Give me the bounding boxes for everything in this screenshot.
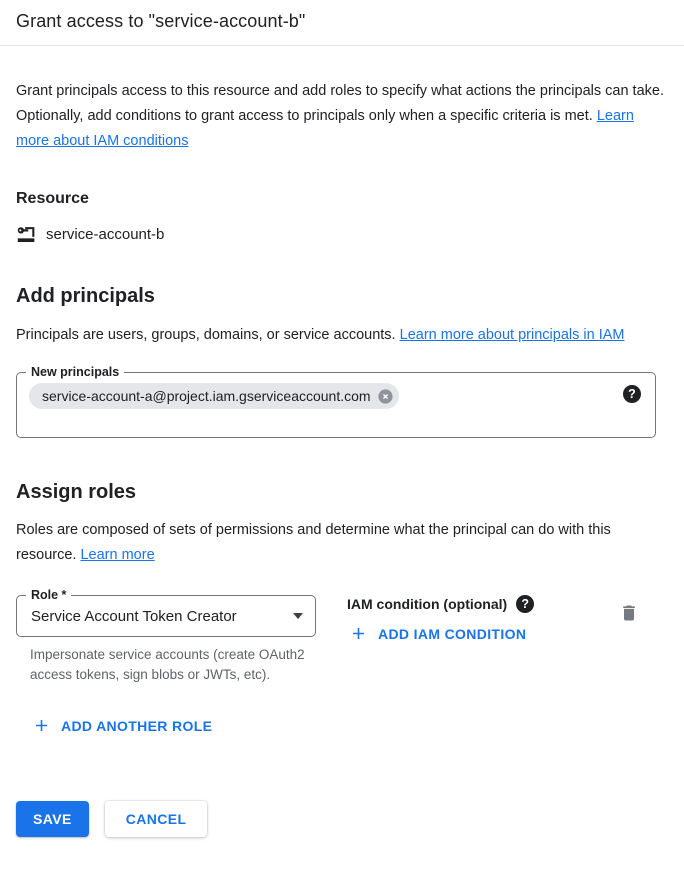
trash-icon xyxy=(619,611,639,626)
add-iam-condition-button[interactable] xyxy=(349,624,526,643)
plus-icon xyxy=(32,716,51,735)
add-principals-heading: Add principals xyxy=(16,285,155,307)
role-row xyxy=(16,588,668,684)
role-label: Role * xyxy=(26,587,71,604)
principal-chip-value: service-account-a@project.iam.gserviceaccount.com xyxy=(42,388,371,404)
principals-help-icon[interactable]: ? xyxy=(623,385,641,403)
dialog-content xyxy=(0,79,684,837)
roles-paragraph xyxy=(16,518,668,568)
dialog-actions xyxy=(16,801,668,837)
chevron-down-icon xyxy=(293,613,303,619)
iam-condition-label: IAM condition (optional) xyxy=(347,596,508,612)
roles-text: Roles are composed of sets of permissions and determine what the principal can do with this resource. xyxy=(16,522,611,563)
iam-conditions-link[interactable]: Learn more about IAM conditions xyxy=(16,108,634,149)
page-title: Grant access to "service-account-b" xyxy=(16,11,306,31)
principals-text: Principals are users, groups, domains, or service accounts. xyxy=(16,327,400,343)
new-principals-label: New principals xyxy=(26,364,124,381)
role-selected-value: Service Account Token Creator xyxy=(31,607,237,625)
resource-heading: Resource xyxy=(16,190,89,207)
chip-remove-icon[interactable] xyxy=(377,388,394,405)
iam-condition-help-icon[interactable]: ? xyxy=(516,595,534,613)
role-select[interactable] xyxy=(16,588,316,637)
role-helper-text: Impersonate service accounts (create OAuth2 access tokens, sign blobs or JWTs, etc). xyxy=(30,647,305,682)
resource-row xyxy=(16,223,668,245)
plus-icon xyxy=(349,624,368,643)
principal-chip xyxy=(29,383,399,409)
resource-name: service-account-b xyxy=(46,225,165,243)
assign-roles-heading: Assign roles xyxy=(16,481,137,503)
roles-learn-more-link[interactable]: Learn more xyxy=(80,547,155,563)
service-account-icon xyxy=(16,224,37,245)
iam-condition-column xyxy=(347,595,534,648)
intro-paragraph xyxy=(16,79,668,154)
add-iam-condition-label: ADD IAM CONDITION xyxy=(378,625,527,642)
role-column xyxy=(16,588,316,684)
add-another-role-button[interactable] xyxy=(32,716,212,735)
intro-text: Grant principals access to this resource and add roles to specify what actions the principals can take. Optionally, add conditions to grant access to principals only when a specific criteria is met. xyxy=(16,83,664,124)
principals-link[interactable]: Learn more about principals in IAM xyxy=(399,327,625,343)
add-another-role-label: ADD ANOTHER ROLE xyxy=(61,717,213,734)
delete-role-button[interactable] xyxy=(619,603,639,626)
iam-condition-label-row xyxy=(347,595,534,613)
principals-paragraph xyxy=(16,323,668,348)
save-button[interactable]: SAVE xyxy=(16,801,89,837)
cancel-button[interactable]: CANCEL xyxy=(105,801,208,837)
dialog-header xyxy=(0,0,684,46)
new-principals-field[interactable] xyxy=(16,365,656,438)
